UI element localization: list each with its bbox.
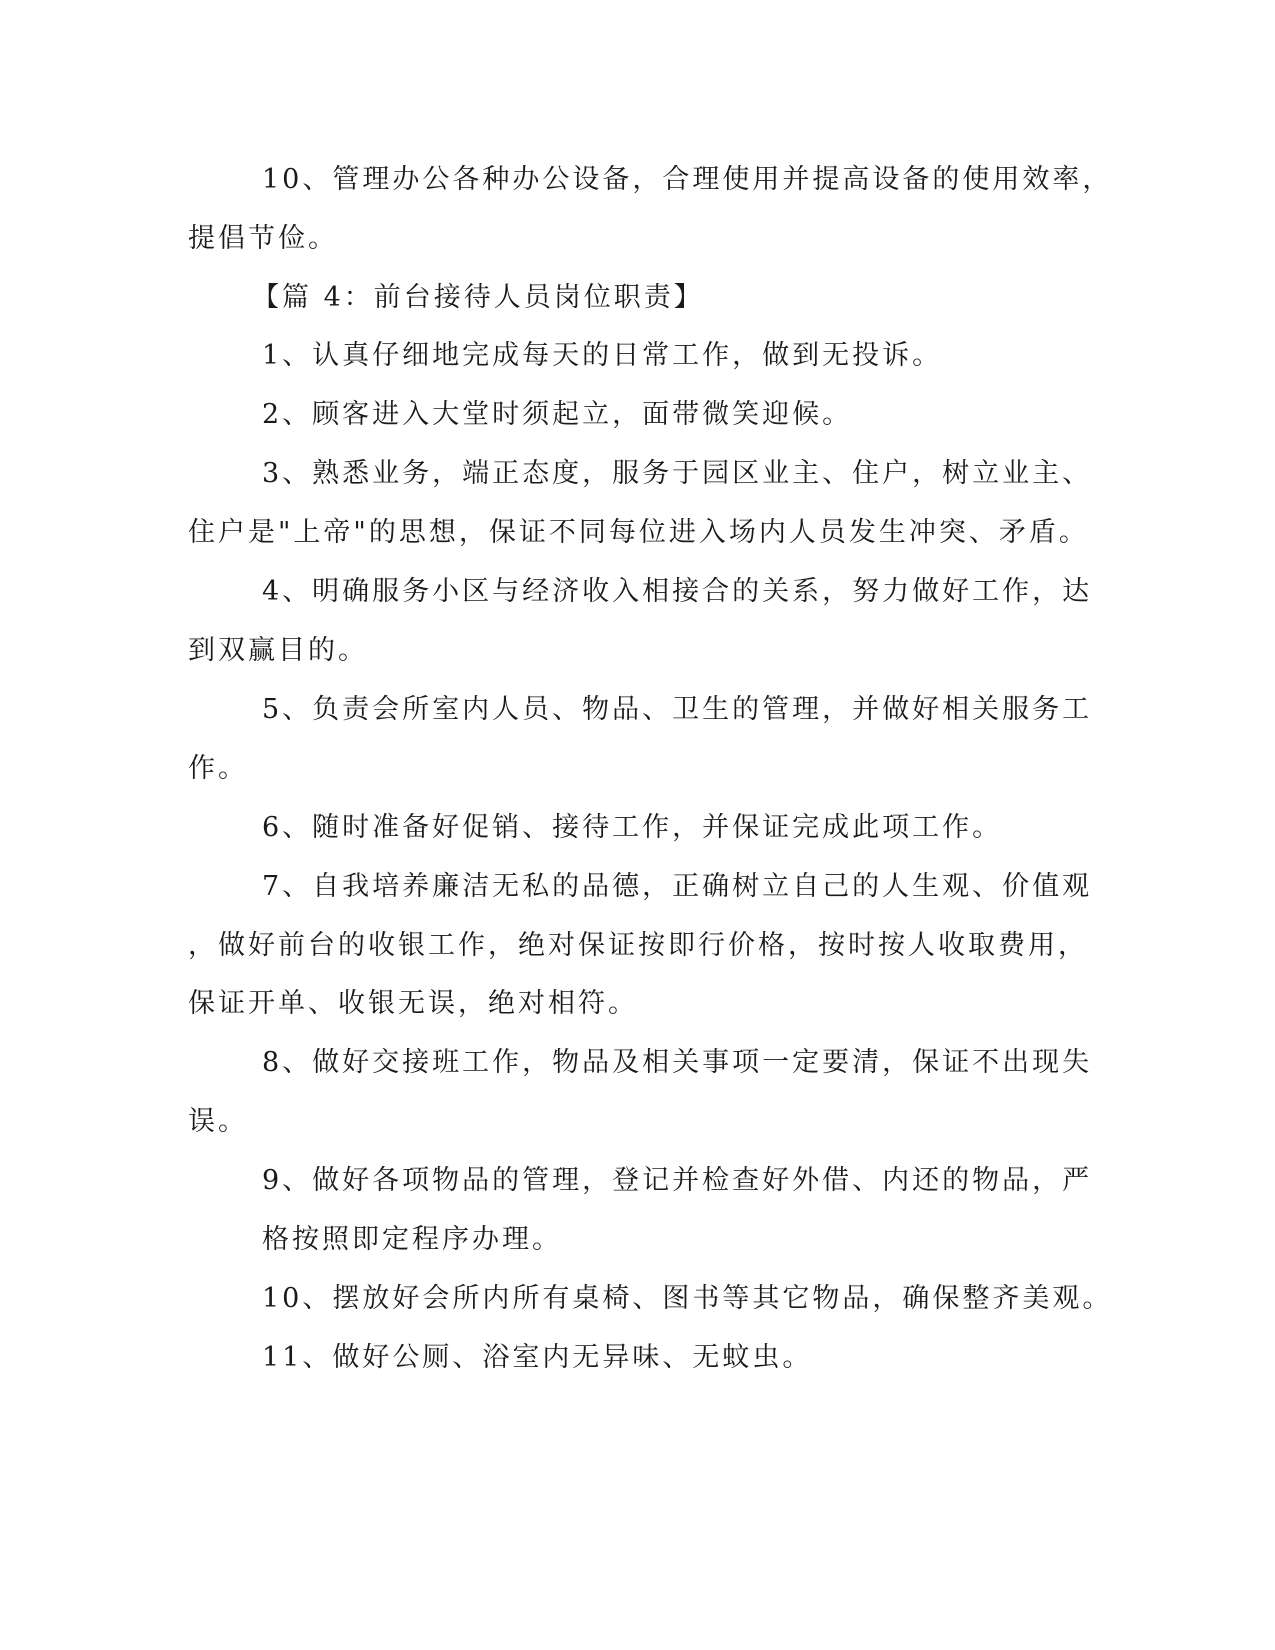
paragraph-line: 5、负责会所室内人员、物品、卫生的管理，并做好相关服务工 bbox=[262, 694, 1093, 725]
section-heading: 【篇 4：前台接待人员岗位职责】 bbox=[252, 282, 704, 313]
paragraph-line: 9、做好各项物品的管理，登记并检查好外借、内还的物品，严 bbox=[262, 1165, 1093, 1196]
paragraph-line: 格按照即定程序办理。 bbox=[262, 1224, 562, 1255]
paragraph-line: 3、熟悉业务，端正态度，服务于园区业主、住户，树立业主、 bbox=[262, 458, 1093, 489]
paragraph-line: 11、做好公厕、浴室内无异味、无蚊虫。 bbox=[262, 1342, 813, 1373]
paragraph-line: 作。 bbox=[188, 753, 248, 784]
paragraph-line: ，做好前台的收银工作，绝对保证按即行价格，按时按人收取费用， bbox=[188, 930, 1088, 961]
paragraph-line: 保证开单、收银无误，绝对相符。 bbox=[188, 988, 638, 1019]
paragraph-line: 10、摆放好会所内所有桌椅、图书等其它物品，确保整齐美观。 bbox=[262, 1283, 1113, 1314]
paragraph-line: 1、认真仔细地完成每天的日常工作，做到无投诉。 bbox=[262, 340, 943, 371]
paragraph-line: 提倡节俭。 bbox=[188, 223, 338, 254]
paragraph-line: 8、做好交接班工作，物品及相关事项一定要清，保证不出现失 bbox=[262, 1047, 1093, 1078]
paragraph-line: 7、自我培养廉洁无私的品德，正确树立自己的人生观、价值观 bbox=[262, 871, 1093, 902]
paragraph-line: 6、随时准备好促销、接待工作，并保证完成此项工作。 bbox=[262, 812, 1003, 843]
paragraph-line: 误。 bbox=[188, 1106, 248, 1137]
paragraph-line: 住户是"上帝"的思想，保证不同每位进入场内人员发生冲突、矛盾。 bbox=[188, 517, 1089, 548]
paragraph-line: 2、顾客进入大堂时须起立，面带微笑迎候。 bbox=[262, 399, 853, 430]
paragraph-line: 到双赢目的。 bbox=[188, 635, 368, 666]
paragraph-line: 4、明确服务小区与经济收入相接合的关系，努力做好工作，达 bbox=[262, 576, 1093, 607]
paragraph-line: 10、管理办公各种办公设备，合理使用并提高设备的使用效率， bbox=[262, 164, 1113, 195]
